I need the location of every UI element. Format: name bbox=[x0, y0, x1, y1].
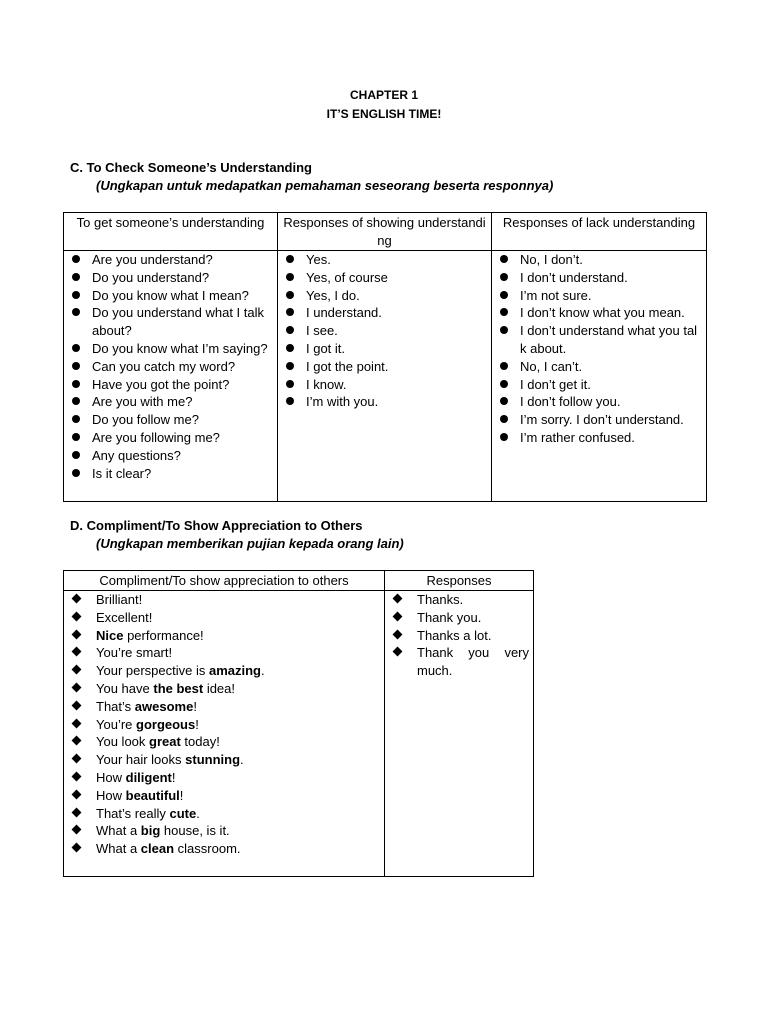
list-item bbox=[64, 662, 384, 680]
list-item bbox=[64, 805, 384, 823]
list-item: No, I don’t. bbox=[492, 251, 706, 269]
list-item: Can you catch my word? bbox=[64, 358, 277, 376]
section-c-heading: C. To Check Someone’s Understanding bbox=[70, 160, 312, 175]
list-item: I see. bbox=[278, 322, 491, 340]
compliment-text: today! bbox=[180, 734, 220, 750]
list-item: I understand. bbox=[278, 304, 491, 322]
list-item: I got it. bbox=[278, 340, 491, 358]
compliment-emphasis: big bbox=[140, 823, 161, 839]
compliment-text: Brilliant! bbox=[96, 592, 143, 607]
compliment-text: You’re bbox=[96, 716, 136, 732]
compliment-text: . bbox=[240, 752, 244, 768]
chapter-number: CHAPTER 1 bbox=[349, 88, 418, 102]
compliment-emphasis: stunning bbox=[185, 752, 241, 768]
compliment-emphasis: awesome bbox=[134, 698, 194, 714]
compliment-emphasis: clean bbox=[140, 841, 175, 857]
col-header-get-understanding: To get someone’s understanding bbox=[64, 213, 278, 251]
compliment-text: That’s bbox=[96, 698, 135, 714]
list-item: Have you got the point? bbox=[64, 376, 277, 394]
list-item: I don’t understand. bbox=[492, 269, 706, 287]
compliment-text: You’re smart! bbox=[96, 645, 173, 661]
list-lack-understanding bbox=[492, 251, 706, 447]
list-item: Thanks a lot. bbox=[385, 627, 533, 645]
list-item: Do you understand? bbox=[64, 269, 277, 287]
compliment-text: How bbox=[96, 787, 126, 803]
list-item bbox=[64, 609, 384, 627]
list-item: I’m with you. bbox=[278, 393, 491, 411]
compliment-text: ! bbox=[179, 787, 184, 803]
list-item bbox=[64, 787, 384, 805]
list-item: I’m not sure. bbox=[492, 287, 706, 305]
compliment-text: What a bbox=[96, 823, 141, 839]
col-header-responses: Responses bbox=[385, 571, 534, 591]
chapter-title: IT’S ENGLISH TIME! bbox=[326, 107, 442, 121]
list-item bbox=[64, 822, 384, 840]
list-responses bbox=[385, 591, 533, 680]
list-item: Are you following me? bbox=[64, 429, 277, 447]
list-item bbox=[64, 644, 384, 662]
list-item: Is it clear? bbox=[64, 465, 277, 483]
section-c-subheading: (Ungkapan untuk medapatkan pemahaman seseorang beserta responnya) bbox=[96, 178, 554, 193]
compliment-text: Your perspective is bbox=[96, 663, 209, 679]
col-header-compliment: Compliment/To show appreciation to others bbox=[64, 571, 385, 591]
list-item bbox=[64, 733, 384, 751]
list-item bbox=[64, 698, 384, 716]
list-item: Thank you. bbox=[385, 609, 533, 627]
list-item: Yes, I do. bbox=[278, 287, 491, 305]
list-item: Yes. bbox=[278, 251, 491, 269]
section-d-heading: D. Compliment/To Show Appreciation to Others bbox=[70, 518, 363, 533]
list-item: Do you follow me? bbox=[64, 411, 277, 429]
list-item bbox=[64, 627, 384, 645]
list-item: Yes, of course bbox=[278, 269, 491, 287]
compliment-table bbox=[63, 570, 534, 877]
compliment-text: . bbox=[261, 663, 265, 679]
list-item bbox=[64, 840, 384, 858]
compliment-text: house, is it. bbox=[160, 823, 230, 839]
understanding-table bbox=[63, 212, 707, 502]
list-item: I’m rather confused. bbox=[492, 429, 706, 447]
list-compliments bbox=[64, 591, 384, 858]
list-item: I don’t follow you. bbox=[492, 393, 706, 411]
compliment-text: How bbox=[96, 769, 126, 785]
list-showing-understanding bbox=[278, 251, 491, 411]
compliment-emphasis: cute bbox=[169, 805, 197, 821]
list-item bbox=[64, 680, 384, 698]
list-item: Thank you very bbox=[385, 644, 533, 662]
list-item: Thanks. bbox=[385, 591, 533, 609]
list-item bbox=[64, 716, 384, 734]
list-item: I don’t know what you mean. bbox=[492, 304, 706, 322]
compliment-text: ! bbox=[195, 716, 199, 732]
list-item: I got the point. bbox=[278, 358, 491, 376]
compliment-emphasis: beautiful bbox=[125, 787, 180, 803]
list-item: I know. bbox=[278, 376, 491, 394]
col-header-lack-understanding: Responses of lack understanding bbox=[492, 213, 707, 251]
compliment-text: idea! bbox=[203, 680, 236, 696]
compliment-text: ! bbox=[193, 698, 197, 714]
list-item: I’m sorry. I don’t understand. bbox=[492, 411, 706, 429]
compliment-emphasis: diligent bbox=[125, 769, 172, 785]
compliment-text: What a bbox=[96, 841, 141, 857]
list-item: I don’t understand what you talk about. bbox=[492, 322, 706, 358]
list-item bbox=[64, 591, 384, 609]
compliment-emphasis: the best bbox=[153, 680, 204, 696]
compliment-emphasis: gorgeous bbox=[136, 716, 196, 732]
compliment-text: Your hair looks bbox=[96, 752, 186, 768]
compliment-text: performance! bbox=[123, 627, 204, 643]
compliment-text: Excellent! bbox=[96, 609, 153, 625]
list-item: Any questions? bbox=[64, 447, 277, 465]
compliment-emphasis: amazing bbox=[208, 663, 261, 679]
list-item: I don’t get it. bbox=[492, 376, 706, 394]
list-item: Do you understand what I talk about? bbox=[64, 304, 277, 340]
compliment-text: ! bbox=[171, 769, 176, 785]
list-item-continuation: much. bbox=[417, 663, 453, 679]
compliment-text: That’s really bbox=[96, 805, 170, 821]
compliment-text: . bbox=[196, 805, 200, 821]
compliment-text: classroom. bbox=[174, 841, 241, 857]
list-item bbox=[64, 751, 384, 769]
section-d-subheading: (Ungkapan memberikan pujian kepada orang lain) bbox=[96, 536, 404, 551]
list-item: No, I can’t. bbox=[492, 358, 706, 376]
list-item bbox=[64, 769, 384, 787]
compliment-text: You have bbox=[96, 680, 154, 696]
list-item: Do you know what I’m saying? bbox=[64, 340, 277, 358]
list-get-understanding bbox=[64, 251, 277, 482]
compliment-text: You look bbox=[96, 734, 150, 750]
list-item: Do you know what I mean? bbox=[64, 287, 277, 305]
list-item: Are you understand? bbox=[64, 251, 277, 269]
list-item: Are you with me? bbox=[64, 393, 277, 411]
compliment-emphasis: great bbox=[149, 734, 181, 750]
compliment-emphasis: Nice bbox=[96, 627, 124, 643]
col-header-showing-understanding: Responses of showing understanding bbox=[278, 213, 492, 251]
